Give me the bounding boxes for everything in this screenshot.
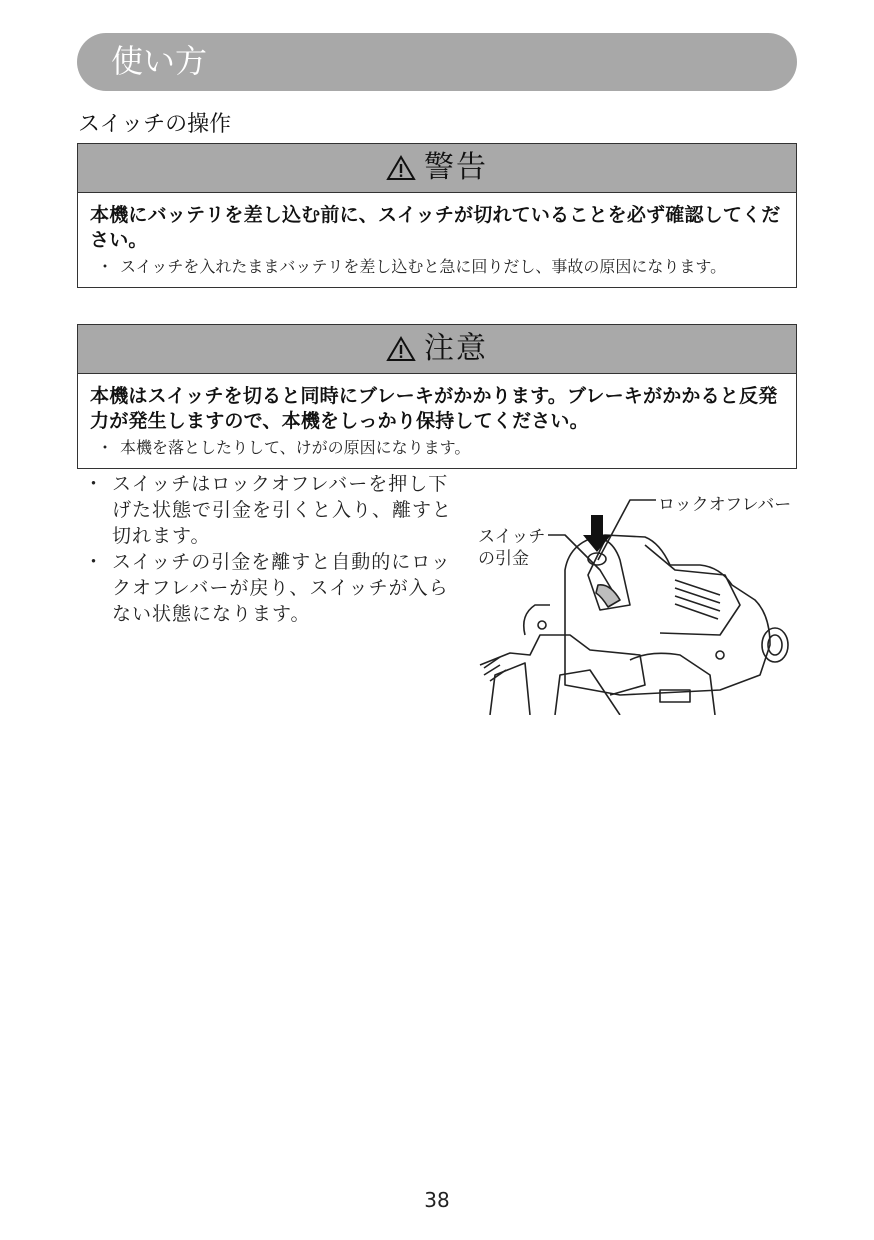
- note-bullet: ・: [96, 438, 113, 457]
- warning-box: [77, 143, 797, 288]
- warning-note: [90, 255, 784, 279]
- caution-main-text: 本機はスイッチを切ると同時にブレーキがかかります。ブレーキがかかると反発力が発生しますので、本機をしっかり保持してください。: [90, 385, 778, 432]
- warning-header: [78, 144, 796, 193]
- list-bullet: ・: [84, 473, 105, 495]
- instruction-list: [84, 471, 456, 627]
- section-title: スイッチの操作: [78, 112, 232, 137]
- circular-saw-illustration: [470, 485, 800, 715]
- caution-note: [90, 436, 784, 460]
- lock-off-lever-label: ロックオフレバー: [658, 495, 792, 515]
- page-number: 38: [424, 1188, 450, 1212]
- chapter-title: 使い方: [111, 42, 208, 80]
- caution-label: 注意: [424, 331, 488, 366]
- list-item: [84, 471, 456, 549]
- warning-label: 警告: [424, 150, 488, 185]
- caution-header: [78, 325, 796, 374]
- lever-leader-line: [598, 500, 656, 560]
- warning-note-text: スイッチを入れたままバッテリを差し込むと急に回りだし、事故の原因になります。: [120, 257, 727, 276]
- chapter-header: [77, 33, 797, 91]
- warning-triangle-icon: [386, 155, 416, 181]
- caution-note-text: 本機を落としたりして、けがの原因になります。: [120, 438, 471, 457]
- down-arrow-icon: [583, 515, 611, 552]
- switch-trigger-label: スイッチの引金: [478, 527, 546, 569]
- warning-triangle-icon: [386, 336, 416, 362]
- caution-box: [77, 324, 797, 469]
- list-bullet: ・: [84, 551, 105, 573]
- note-bullet: ・: [96, 257, 113, 276]
- warning-main-text: 本機にバッテリを差し込む前に、スイッチが切れていることを必ず確認してください。: [90, 204, 781, 251]
- list-item-text: スイッチの引金を離すと自動的にロックオフレバーが戻り、スイッチが入らない状態になります。: [112, 551, 451, 625]
- list-item: [84, 549, 456, 627]
- list-item-text: スイッチはロックオフレバーを押し下げた状態で引金を引くと入り、離すと切れます。: [112, 473, 453, 547]
